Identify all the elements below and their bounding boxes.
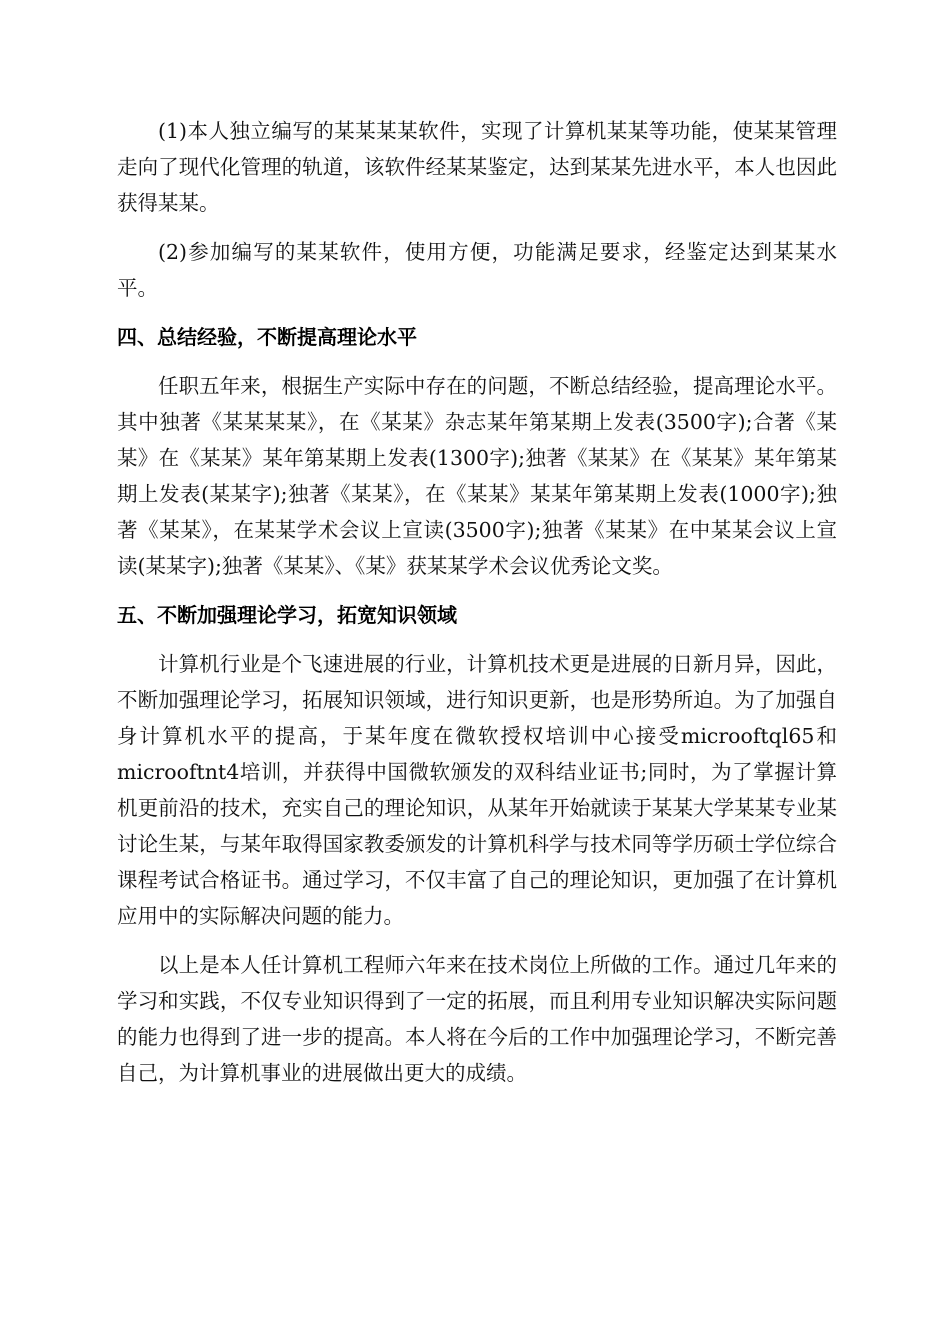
document-body: [117, 113, 837, 1104]
paragraph-item-1: (1)本人独立编写的某某某某软件，实现了计算机某某等功能，使某某管理走向了现代化管理的轨道，该软件经某某鉴定，达到某某先进水平，本人也因此获得某某。: [117, 119, 837, 215]
paragraph-item-2: (2)参加编写的某某软件，使用方便，功能满足要求，经鉴定达到某某水平。: [117, 240, 837, 300]
section-4-paragraph: 任职五年来，根据生产实际中存在的问题，不断总结经验，提高理论水平。其中独著《某某某某》，在《某某》杂志某年第某期上发表(3500字);合著《某某》在《某某》某年第某期上发表(1300字);独著《某某》在《某某》某年第某期上发表(某某字);独著《某某》，在《某某》某某年第某期上发表(1000字);独著《某某》，在某某学术会议上宣读(3500字);独著《某某》在中某某会议上宣读(某某字);独著《某某》、《某》获某某学术会议优秀论文奖。: [117, 374, 837, 578]
section-5-heading: 五、不断加强理论学习，拓宽知识领域: [117, 603, 457, 627]
section-5-paragraph: 计算机行业是个飞速进展的行业，计算机技术更是进展的日新月异，因此，不断加强理论学习，拓展知识领域，进行知识更新，也是形势所迫。为了加强自身计算机水平的提高，于某年度在微软授权培训中心接受microoftql65和microoftnt4培训，并获得中国微软颁发的双科结业证书;同时，为了掌握计算机更前沿的技术，充实自己的理论知识，从某年开始就读于某某大学某某专业某讨论生某，与某年取得国家教委颁发的计算机科学与技术同等学历硕士学位综合课程考试合格证书。通过学习，不仅丰富了自己的理论知识，更加强了在计算机应用中的实际解决问题的能力。: [117, 652, 837, 928]
section-4-heading: 四、总结经验，不断提高理论水平: [117, 325, 417, 349]
conclusion-paragraph: 以上是本人任计算机工程师六年来在技术岗位上所做的工作。通过几年来的学习和实践，不仅专业知识得到了一定的拓展，而且利用专业知识解决实际问题的能力也得到了进一步的提高。本人将在今后的工作中加强理论学习，不断完善自己，为计算机事业的进展做出更大的成绩。: [117, 953, 837, 1085]
